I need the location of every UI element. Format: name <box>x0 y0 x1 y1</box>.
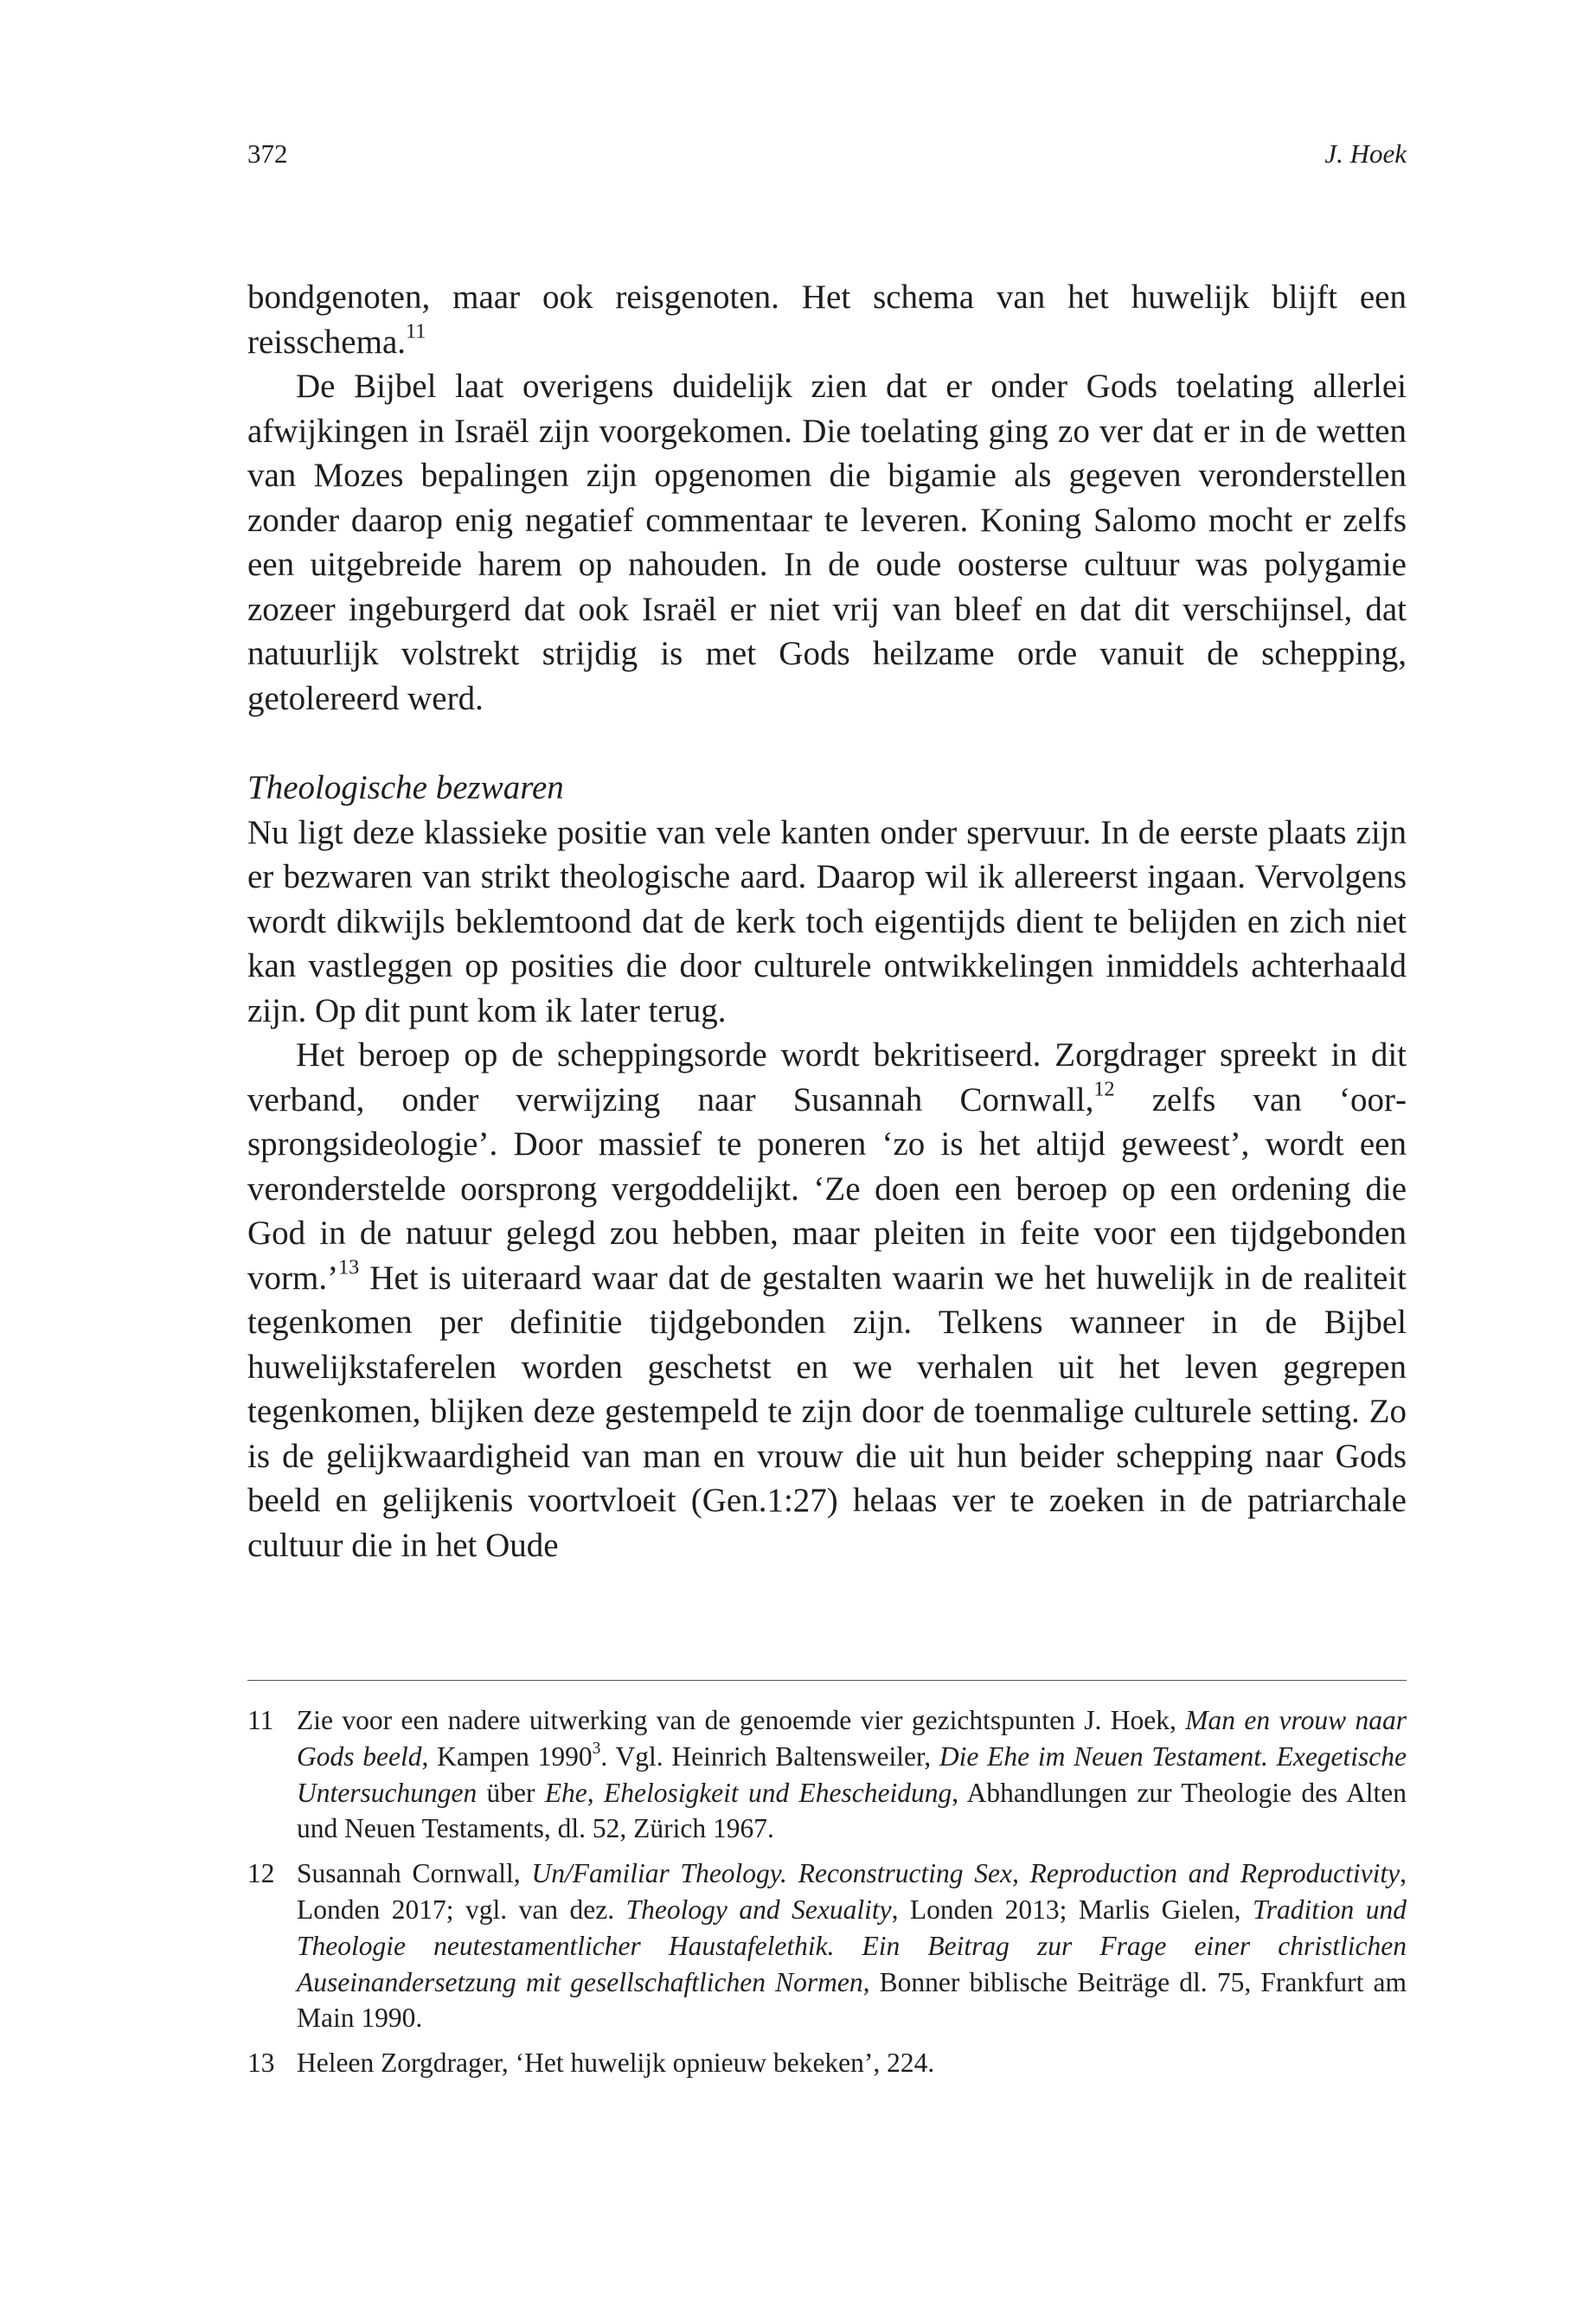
footnote-title: Die Ehe im Neuen Testament. Exegetische Untersuchungen <box>297 1740 1407 1808</box>
footnote-title: Ehe, Ehelosigkeit und Ehescheidung <box>544 1777 952 1808</box>
footnote-segment: Zie voor een nadere uitwerking van de genoemde vier gezichtspunten J. Hoek, <box>297 1705 1186 1735</box>
paragraph <box>247 275 1407 364</box>
footnote-number: 12 <box>247 1858 275 1889</box>
footnotes <box>247 1702 1407 2090</box>
main-text <box>247 275 1407 1567</box>
paragraph-text: bondgenoten, maar ook reisgenoten. Het schema van het huwelijk blijft een reisschema. <box>247 279 1407 361</box>
footnote <box>247 2045 1407 2081</box>
footnote-divider <box>247 1680 1407 1681</box>
footnote-number: 13 <box>247 2048 275 2079</box>
page-number: 372 <box>247 138 288 169</box>
footnote-ref[interactable]: 13 <box>338 1255 360 1279</box>
footnote-segment: über <box>477 1777 545 1808</box>
footnote-number: 11 <box>247 1705 274 1735</box>
footnote-segment: Susannah Cornwall, <box>297 1858 532 1889</box>
footnote-ref[interactable]: 12 <box>1093 1077 1115 1101</box>
footnote-segment: , Kampen 1990 <box>421 1740 593 1772</box>
paragraph-text: zelfs van ‘oorsprongsideologie’. Door massief te poneren ‘zo is het altijd geweest’, wordt een veronderstelde oorsprong vergoddelijkt. ‘Ze doen een beroep op een ordening die God in de natuur gelegd zou hebben, maar pleiten in feite voor een tijdgebonden vorm.’ <box>247 1080 1407 1297</box>
paragraph: Nu ligt deze klassieke positie van vele kanten onder spervuur. In de eerste plaats zijn er bezwaren van strikt theologische aard. Daarop wil ik allereerst ingaan. Vervolgens wordt dikwijls beklemtoond dat de kerk toch eigentijds dient te belijden en zich niet kan vastleggen op posities die door culturele ontwikkelingen inmiddels achterhaald zijn. Op dit punt kom ik later terug. <box>247 813 1407 1029</box>
edition-superscript: 3 <box>592 1739 601 1758</box>
running-header <box>247 138 1407 170</box>
footnote-text <box>297 1856 1407 2036</box>
footnote <box>247 1856 1407 2036</box>
footnote-segment: . Vgl. Heinrich Baltensweiler, <box>600 1740 939 1772</box>
footnote <box>247 1702 1407 1847</box>
footnote-segment: Bonner biblische Beiträge dl. 75, Frankfurt am Main 1990. <box>297 1966 1407 2034</box>
footnote-segment: , Abhandlungen zur Theologie des Alten und Neuen Testaments, dl. 52, Zürich 1967. <box>297 1777 1407 1844</box>
paragraph-text: Het is uiteraard waar dat de gestalten waarin we het huwelijk in de realiteit tegenkomen per definitie tijdgebonden zijn. Telkens wanneer in de Bijbel huwelijkstaferelen worden geschetst en we verhalen uit het leven gegrepen tegenkomen, blijken deze gestempeld te zijn door de toenmalige culturele setting. Zo is de gelijkwaardigheid van man en vrouw die uit hun beider schepping naar Gods beeld en gelijkenis voortvloeit (Gen.1:27) helaas ver te zoeken in de patriarchale cultuur die in het Oude <box>247 1259 1407 1564</box>
footnote-segment: , Londen 2017; vgl. van dez. <box>297 1858 1407 1925</box>
footnote-ref[interactable]: 11 <box>406 319 426 343</box>
footnote-title: Un/Familiar Theology. Reconstructing Sex, Reproduction and Reproductivity <box>531 1858 1401 1889</box>
footnote-title: Man en vrouw naar Gods beeld <box>297 1705 1407 1772</box>
footnote-text: Heleen Zorgdrager, ‘Het huwelijk opnieuw bekeken’, 224. <box>297 2048 935 2079</box>
footnote-title: Theology and Sexuality <box>625 1894 892 1925</box>
footnote-text <box>297 1702 1407 1847</box>
running-author: J. Hoek <box>1324 138 1407 169</box>
footnote-segment: , Londen 2013; Marlis Gielen, <box>891 1894 1253 1925</box>
section-heading: Theologische bezwaren <box>247 769 564 806</box>
paragraph <box>247 1033 1407 1567</box>
paragraph: De Bijbel laat overigens duidelijk zien dat er onder Gods toelating allerlei afwijkingen in Israël zijn voorgekomen. Die toelating ging zo ver dat er in de wetten van Mozes bepalingen zijn opgenomen die bigamie als gegeven veronderstellen zonder daarop enig negatief commentaar te leveren. Koning Salomo mocht er zelfs een uitgebreide harem op nahouden. In de oude oosterse cultuur was polygamie zozeer ingeburgerd dat ook Israël er niet vrij van bleef en dat dit verschijnsel, dat natuurlijk volstrekt strijdig is met Gods heilzame orde vanuit de schepping, getolereerd werd. <box>247 368 1407 717</box>
footnote-title: Tradition und Theologie neutestamentlicher Haustafelethik. Ein Beitrag zur Frage einer christlichen Auseinandersetzung mit gesellschaftlichen Normen, <box>297 1894 1407 1997</box>
paragraph-text: Het beroep op de scheppingsorde wordt bekritiseerd. Zorgdrager spreekt in dit verband, onder verwijzing naar Susannah Cornwall, <box>247 1036 1407 1118</box>
